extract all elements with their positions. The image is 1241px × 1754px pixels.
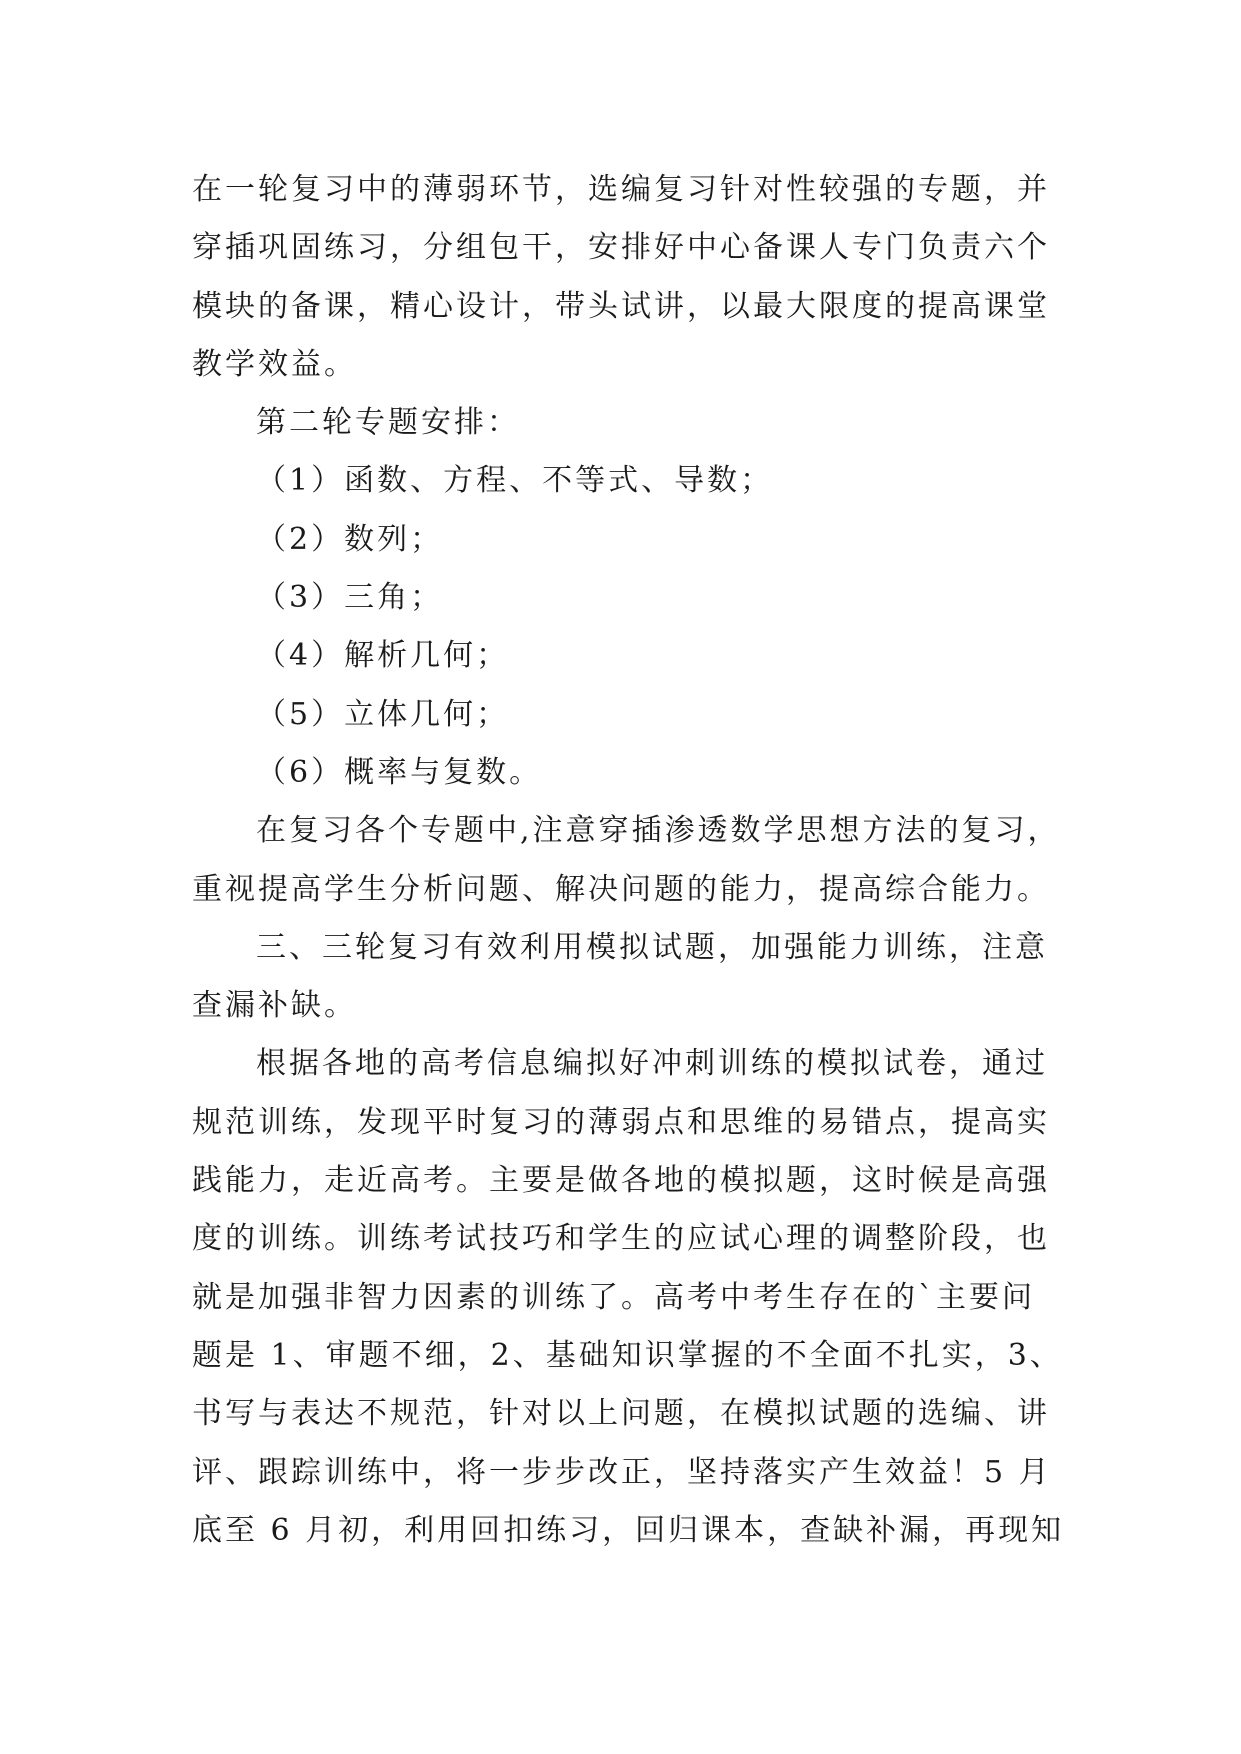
text-line: 题是 1、审题不细，2、基础知识掌握的不全面不扎实，3、 xyxy=(192,1337,1063,1373)
text-line: 穿插巩固练习，分组包干，安排好中心备课人专门负责六个 xyxy=(192,230,1050,266)
text-line: 在一轮复习中的薄弱环节，选编复习针对性较强的专题，并 xyxy=(192,172,1050,207)
text-line: 模块的备课，精心设计，带头试讲，以最大限度的提高课堂 xyxy=(192,288,1050,324)
list-item: （5）立体几何； xyxy=(256,696,510,732)
text-line: 度的训练。训练考试技巧和学生的应试心理的调整阶段，也 xyxy=(192,1221,1050,1257)
text-line: 就是加强非智力因素的训练了。高考中考生存在的`主要问 xyxy=(192,1279,1035,1315)
document-body xyxy=(192,161,1072,1560)
list-item: （4）解析几何； xyxy=(256,638,510,674)
text-line: 查漏补缺。 xyxy=(192,988,357,1024)
list-item: （1）函数、方程、不等式、导数； xyxy=(256,463,774,499)
text-line: 评、跟踪训练中，将一步步改正，坚持落实产生效益！5 月 xyxy=(192,1454,1052,1490)
section-heading: 第二轮专题安排： xyxy=(256,405,520,441)
text-line: 践能力，走近高考。主要是做各地的模拟题，这时候是高强 xyxy=(192,1163,1050,1199)
list-item: （2）数列； xyxy=(256,521,444,557)
text-line: 根据各地的高考信息编拟好冲刺训练的模拟试卷，通过 xyxy=(256,1046,1048,1082)
text-line: 在复习各个专题中,注意穿插渗透数学思想方法的复习， xyxy=(256,813,1061,849)
text-line: 教学效益。 xyxy=(192,346,357,382)
section-heading: 三、三轮复习有效利用模拟试题，加强能力训练，注意 xyxy=(256,929,1048,965)
text-line: 书写与表达不规范，针对以上问题，在模拟试题的选编、讲 xyxy=(192,1396,1050,1432)
text-line: 规范训练，发现平时复习的薄弱点和思维的易错点，提高实 xyxy=(192,1104,1050,1140)
text-line: 底至 6 月初，利用回扣练习，回归课本，查缺补漏，再现知 xyxy=(192,1512,1065,1548)
list-item: （3）三角； xyxy=(256,580,444,616)
list-item: （6）概率与复数。 xyxy=(256,754,543,790)
text-line: 重视提高学生分析问题、解决问题的能力，提高综合能力。 xyxy=(192,871,1050,907)
